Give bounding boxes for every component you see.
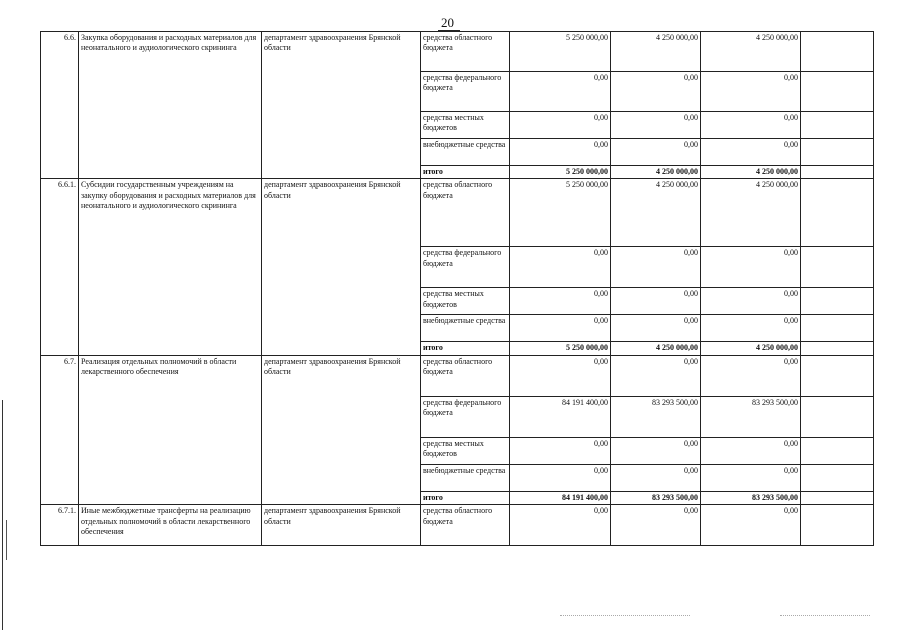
amount-cell-v3: 4 250 000,00	[701, 166, 801, 179]
amount-cell-v1: 5 250 000,00	[510, 166, 611, 179]
funding-source: средства областного бюджета	[421, 355, 510, 396]
amount-cell-v2: 83 293 500,00	[611, 396, 701, 437]
amount-cell-v1: 84 191 400,00	[510, 491, 611, 504]
item-name: Реализация отдельных полномочий в области лекарственного обеспечения	[79, 355, 262, 504]
empty-cell	[801, 247, 874, 288]
amount-cell-v3: 0,00	[701, 505, 801, 546]
item-executor: департамент здравоохранения Брянской области	[262, 32, 421, 179]
amount-cell-v3: 0,00	[701, 315, 801, 342]
amount-cell-v1: 0,00	[510, 112, 611, 139]
empty-cell	[801, 139, 874, 166]
amount-cell-v1: 5 250 000,00	[510, 179, 611, 247]
amount-cell-v2: 0,00	[611, 72, 701, 112]
empty-cell	[801, 179, 874, 247]
scan-artifact	[560, 615, 690, 617]
amount-cell-v2: 4 250 000,00	[611, 166, 701, 179]
item-name: Закупка оборудования и расходных материалов для неонатального и аудиологического скрининга	[79, 32, 262, 179]
empty-cell	[801, 288, 874, 315]
funding-source: средства федерального бюджета	[421, 247, 510, 288]
amount-cell-v2: 0,00	[611, 464, 701, 491]
amount-cell-v3: 0,00	[701, 72, 801, 112]
amount-cell-v2: 0,00	[611, 437, 701, 464]
item-name: Субсидии государственным учреждениям на закупку оборудования и расходных материалов для неонатального и аудиологического скрининга	[79, 179, 262, 355]
amount-cell-v1: 0,00	[510, 288, 611, 315]
amount-cell-v2: 4 250 000,00	[611, 32, 701, 72]
page-number: 20	[441, 15, 454, 30]
amount-cell-v1: 5 250 000,00	[510, 32, 611, 72]
funding-source: средства местных бюджетов	[421, 437, 510, 464]
empty-cell	[801, 437, 874, 464]
funding-source: внебюджетные средства	[421, 139, 510, 166]
table-row	[41, 505, 874, 546]
item-code: 6.6.	[41, 32, 79, 179]
amount-cell-v3: 0,00	[701, 139, 801, 166]
empty-cell	[801, 491, 874, 504]
item-code: 6.6.1.	[41, 179, 79, 355]
table-row	[41, 32, 874, 72]
funding-source: итого	[421, 491, 510, 504]
funding-source: итого	[421, 342, 510, 355]
amount-cell-v3: 0,00	[701, 437, 801, 464]
scan-edge-mark	[2, 400, 3, 630]
amount-cell-v1: 0,00	[510, 355, 611, 396]
amount-cell-v1: 0,00	[510, 505, 611, 546]
empty-cell	[801, 112, 874, 139]
amount-cell-v1: 0,00	[510, 464, 611, 491]
empty-cell	[801, 355, 874, 396]
funding-source: средства федерального бюджета	[421, 396, 510, 437]
amount-cell-v3: 0,00	[701, 464, 801, 491]
amount-cell-v2: 0,00	[611, 288, 701, 315]
item-code: 6.7.	[41, 355, 79, 504]
amount-cell-v2: 0,00	[611, 355, 701, 396]
amount-cell-v2: 0,00	[611, 315, 701, 342]
funding-source: средства федерального бюджета	[421, 72, 510, 112]
item-name: Иные межбюджетные трансферты на реализацию отдельных полномочий в области лекарственного обеспечения	[79, 505, 262, 546]
amount-cell-v1: 0,00	[510, 72, 611, 112]
amount-cell-v2: 4 250 000,00	[611, 179, 701, 247]
amount-cell-v2: 4 250 000,00	[611, 342, 701, 355]
amount-cell-v3: 83 293 500,00	[701, 491, 801, 504]
amount-cell-v2: 0,00	[611, 139, 701, 166]
funding-source: средства областного бюджета	[421, 32, 510, 72]
amount-cell-v3: 0,00	[701, 355, 801, 396]
amount-cell-v1: 0,00	[510, 247, 611, 288]
amount-cell-v3: 0,00	[701, 247, 801, 288]
amount-cell-v2: 0,00	[611, 112, 701, 139]
amount-cell-v1: 0,00	[510, 139, 611, 166]
empty-cell	[801, 464, 874, 491]
empty-cell	[801, 342, 874, 355]
amount-cell-v3: 4 250 000,00	[701, 179, 801, 247]
table-row	[41, 355, 874, 396]
amount-cell-v1: 0,00	[510, 437, 611, 464]
scan-edge-mark	[6, 520, 7, 560]
amount-cell-v2: 0,00	[611, 247, 701, 288]
amount-cell-v2: 83 293 500,00	[611, 491, 701, 504]
empty-cell	[801, 166, 874, 179]
item-code: 6.7.1.	[41, 505, 79, 546]
amount-cell-v3: 4 250 000,00	[701, 342, 801, 355]
empty-cell	[801, 396, 874, 437]
funding-source: средства местных бюджетов	[421, 112, 510, 139]
funding-source: средства областного бюджета	[421, 179, 510, 247]
amount-cell-v3: 4 250 000,00	[701, 32, 801, 72]
empty-cell	[801, 315, 874, 342]
budget-table	[40, 31, 874, 546]
item-executor: департамент здравоохранения Брянской области	[262, 505, 421, 546]
item-executor: департамент здравоохранения Брянской области	[262, 179, 421, 355]
empty-cell	[801, 505, 874, 546]
amount-cell-v1: 84 191 400,00	[510, 396, 611, 437]
funding-source: внебюджетные средства	[421, 464, 510, 491]
amount-cell-v1: 0,00	[510, 315, 611, 342]
scan-artifact	[780, 615, 870, 617]
amount-cell-v1: 5 250 000,00	[510, 342, 611, 355]
amount-cell-v3: 0,00	[701, 112, 801, 139]
amount-cell-v3: 0,00	[701, 288, 801, 315]
empty-cell	[801, 32, 874, 72]
amount-cell-v2: 0,00	[611, 505, 701, 546]
table-row	[41, 179, 874, 247]
empty-cell	[801, 72, 874, 112]
funding-source: внебюджетные средства	[421, 315, 510, 342]
amount-cell-v3: 83 293 500,00	[701, 396, 801, 437]
funding-source: итого	[421, 166, 510, 179]
item-executor: департамент здравоохранения Брянской области	[262, 355, 421, 504]
funding-source: средства местных бюджетов	[421, 288, 510, 315]
funding-source: средства областного бюджета	[421, 505, 510, 546]
